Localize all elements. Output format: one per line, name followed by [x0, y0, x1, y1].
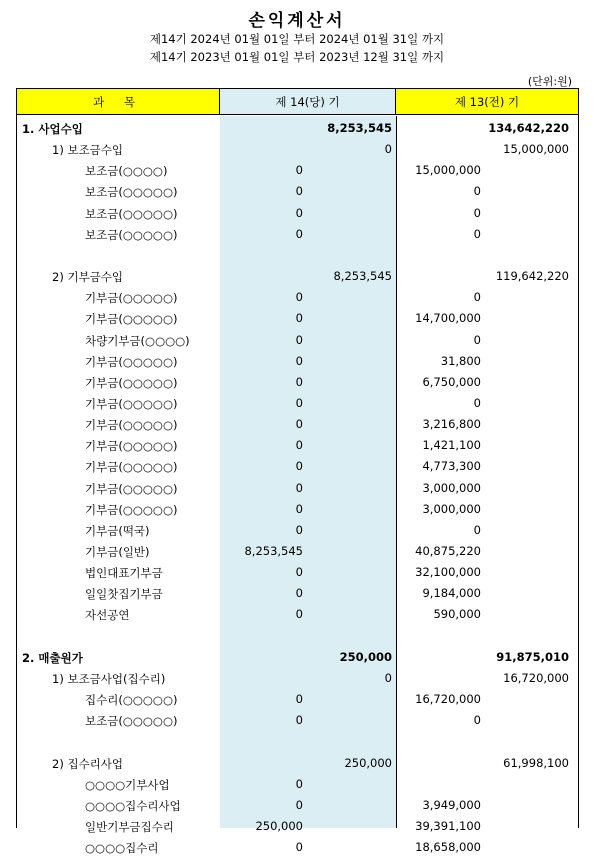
table-row [17, 181, 578, 202]
current-line-amount: 0 [295, 797, 303, 812]
table-row [17, 118, 578, 139]
current-line-amount: 0 [295, 417, 303, 432]
table-row [17, 562, 578, 583]
row-label: 기부금(○○○○○) [85, 418, 178, 433]
current-line-amount: 0 [295, 565, 303, 580]
prior-line-amount: 0 [473, 522, 481, 537]
current-line-amount: 0 [295, 586, 303, 601]
header-current-period: 제 14(당) 기 [220, 89, 396, 115]
prior-line-amount: 3,216,800 [422, 417, 481, 432]
row-label: 기부금(○○○○○) [85, 460, 178, 475]
prior-line-amount: 0 [473, 395, 481, 410]
table-row [17, 456, 578, 477]
row-label: ○○○○기부사업 [85, 777, 170, 792]
current-subtotal: 250,000 [344, 755, 392, 770]
current-line-amount: 0 [295, 713, 303, 728]
current-line-amount: 0 [295, 290, 303, 305]
row-label: 2. 매출원가 [22, 650, 83, 665]
current-line-amount: 0 [295, 607, 303, 622]
row-label: 보조금(○○○○) [85, 164, 168, 179]
prior-line-amount: 32,100,000 [415, 565, 481, 580]
row-label: ○○○○집수리사업 [85, 798, 181, 813]
row-label: 법인대표기부금 [85, 566, 163, 581]
current-subtotal: 8,253,545 [333, 269, 392, 284]
table-row [17, 308, 578, 329]
period-prior: 제14기 2023년 01월 01일 부터 2023년 12월 31일 까지 [149, 50, 445, 64]
current-line-amount: 0 [295, 522, 303, 537]
prior-line-amount: 15,000,000 [415, 163, 481, 178]
table-row [17, 837, 578, 858]
prior-line-amount: 0 [473, 290, 481, 305]
row-label: 자선공연 [85, 608, 130, 623]
current-line-amount: 0 [295, 353, 303, 368]
prior-line-amount: 0 [473, 713, 481, 728]
table-row [17, 372, 578, 393]
current-line-amount: 0 [295, 311, 303, 326]
prior-line-amount: 31,800 [440, 353, 481, 368]
header-prior-period: 제 13(전) 기 [396, 89, 578, 115]
table-row [17, 795, 578, 816]
row-label: 차량기부금(○○○○) [85, 333, 190, 348]
current-line-amount: 0 [295, 332, 303, 347]
current-subtotal: 0 [384, 142, 392, 157]
current-line-amount: 0 [295, 501, 303, 516]
table-row [17, 647, 578, 668]
table-row [17, 583, 578, 604]
table-row [17, 689, 578, 710]
table-row [17, 710, 578, 731]
table-row [17, 668, 578, 689]
current-line-amount: 0 [295, 374, 303, 389]
table-row [17, 203, 578, 224]
row-label: 일반기부금집수리 [85, 819, 174, 834]
table-row [17, 541, 578, 562]
current-line-amount: 0 [295, 226, 303, 241]
table-row [17, 351, 578, 372]
current-line-amount: 0 [295, 205, 303, 220]
prior-line-amount: 40,875,220 [415, 544, 481, 558]
current-line-amount: 0 [295, 840, 303, 855]
row-label: 기부금(○○○○○) [85, 291, 178, 306]
prior-line-amount: 39,391,100 [415, 818, 481, 833]
row-label: 2) 기부금수입 [52, 270, 124, 285]
table-row [17, 139, 578, 160]
table-row [17, 604, 578, 625]
current-line-amount: 0 [295, 184, 303, 199]
row-label: 기부금(○○○○○) [85, 375, 178, 390]
table-row [17, 393, 578, 414]
current-subtotal: 0 [384, 670, 392, 685]
prior-line-amount: 3,000,000 [422, 480, 481, 495]
row-label: 기부금(○○○○○) [85, 396, 178, 411]
row-label: 보조금(○○○○○) [85, 227, 178, 242]
spacer-row [17, 245, 578, 266]
prior-line-amount: 0 [473, 332, 481, 347]
table-row [17, 435, 578, 456]
current-subtotal: 250,000 [339, 649, 392, 664]
header-item: 과 목 [17, 89, 220, 115]
statement-table [16, 88, 579, 856]
row-label: 일일찻집기부금 [85, 587, 163, 602]
current-subtotal: 8,253,545 [327, 121, 392, 135]
table-row [17, 160, 578, 181]
document-title: 손익계산서 [248, 11, 346, 31]
prior-subtotal: 119,642,220 [495, 269, 569, 284]
current-line-amount: 250,000 [255, 818, 303, 833]
unit-label: (단위:원) [527, 75, 572, 88]
prior-line-amount: 9,184,000 [422, 586, 481, 601]
prior-line-amount: 3,000,000 [422, 501, 481, 516]
row-label: 기부금(○○○○○) [85, 481, 178, 496]
spacer-row [17, 626, 578, 647]
current-line-amount: 0 [295, 776, 303, 791]
table-row [17, 499, 578, 520]
row-label: 보조금(○○○○○) [85, 185, 178, 200]
table-row [17, 774, 578, 795]
prior-line-amount: 0 [473, 226, 481, 241]
row-label: 보조금(○○○○○) [85, 206, 178, 221]
spacer-row [17, 731, 578, 752]
current-line-amount: 0 [295, 395, 303, 410]
row-label: 기부금(○○○○○) [85, 502, 178, 517]
prior-line-amount: 1,421,100 [422, 438, 481, 453]
row-label: 1) 보조금수입 [52, 143, 124, 158]
row-label: 1) 보조금사업(집수리) [52, 671, 166, 686]
table-row [17, 753, 578, 774]
prior-line-amount: 0 [473, 184, 481, 199]
table-row [17, 520, 578, 541]
row-label: 기부금(○○○○○) [85, 439, 178, 454]
current-line-amount: 8,253,545 [244, 544, 303, 558]
table-row [17, 414, 578, 435]
current-line-amount: 0 [295, 459, 303, 474]
prior-subtotal: 91,875,010 [496, 649, 569, 664]
table-row [17, 224, 578, 245]
prior-line-amount: 14,700,000 [415, 311, 481, 326]
current-line-amount: 0 [295, 692, 303, 707]
period-current: 제14기 2024년 01월 01일 부터 2024년 01월 31일 까지 [149, 32, 445, 46]
row-label: 기부금(○○○○○) [85, 354, 178, 369]
prior-subtotal: 134,642,220 [488, 121, 569, 135]
table-row [17, 816, 578, 837]
prior-line-amount: 6,750,000 [422, 374, 481, 389]
prior-line-amount: 18,658,000 [415, 840, 481, 855]
row-label: ○○○○집수리 [85, 841, 159, 856]
row-label: 기부금(떡국) [85, 523, 150, 538]
row-label: 집수리(○○○○○) [85, 693, 178, 708]
table-row [17, 266, 578, 287]
table-row [17, 330, 578, 351]
current-line-amount: 0 [295, 480, 303, 495]
prior-line-amount: 16,720,000 [415, 692, 481, 707]
prior-subtotal: 15,000,000 [503, 142, 569, 157]
row-label: 기부금(일반) [85, 545, 150, 559]
prior-subtotal: 61,998,100 [503, 755, 569, 770]
table-row [17, 287, 578, 308]
row-label: 보조금(○○○○○) [85, 714, 178, 729]
prior-line-amount: 4,773,300 [422, 459, 481, 474]
prior-line-amount: 590,000 [433, 607, 481, 622]
row-label: 2) 집수리사업 [52, 756, 124, 771]
current-line-amount: 0 [295, 438, 303, 453]
current-line-amount: 0 [295, 163, 303, 178]
row-label: 1. 사업수입 [22, 122, 83, 136]
prior-subtotal: 16,720,000 [503, 670, 569, 685]
table-row [17, 478, 578, 499]
prior-line-amount: 0 [473, 205, 481, 220]
prior-line-amount: 3,949,000 [422, 797, 481, 812]
row-label: 기부금(○○○○○) [85, 312, 178, 327]
